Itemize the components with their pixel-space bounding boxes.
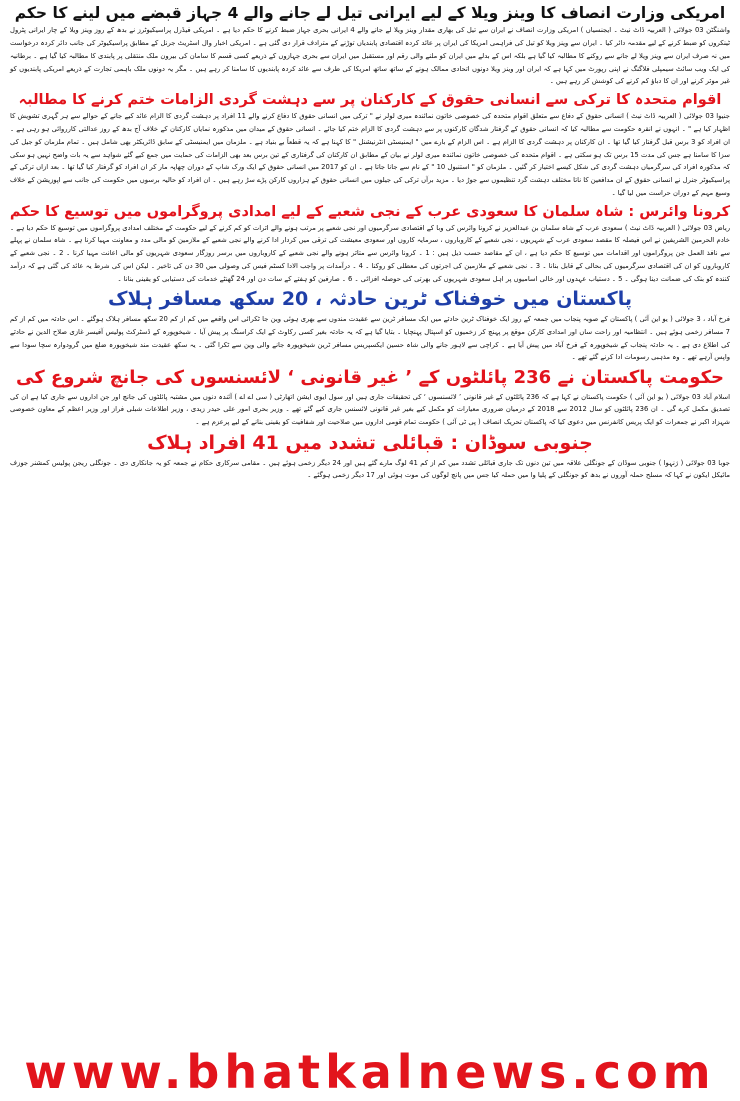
article-body: فرخ آباد ، 3 جولائی ( یو این آئی ) پاکستان کے صوبہ پنجاب میں جمعہ کے روز ایک خوفناک ٹرین حادثے میں ایک مسافر ٹرین سے عقیدت مندوں سے بھری ہوئی وین جا ٹکرائی اس واقعے میں کم از کم 20 سکھ مسافر ہلاک ہوگئے ۔ اس حادثہ میں کم از کم 7 مسافر زخمی ہوئے ہیں ۔ انتظامیہ اور راحت ساں اور امدادی کارکن موقع پر پہنچ کر زخمیوں کو اسپتال پہنچایا ۔ بتایا گیا ہے کہ یہ حادثہ بغیر کسی رکاوٹ کے ایک کراسنگ پر پیش آیا ۔ شیخوپورہ کے ڈسٹرکٹ پولیس آفیسر غازی صلاح الدین نے حادثے کی اطلاع دی ہے ۔ یہ حادثہ پنجاب کے شیخوپورہ کے فرخ آباد میں پیش آیا ہے ۔ کراچی سے لاہور جانے والی شاہ حسین ایکسپریس مسافر ٹرین شیخوپورہ جانے والی وین سے ٹکرا گئی ۔ یہ سکھ عقیدت مند شیخوپورہ ضلع میں گرودوارہ سچا سودا سے واپس آرہے تھے ۔ وہ مذہبی رسومات ادا کرنے گئے تھے ۔ [10,315,730,362]
headline: امریکی وزارت انصاف کا وینز ویلا کے لیے ایرانی تیل لے جانے والے 4 جہاز قبضے میں لینے کا حکم [14,4,726,22]
article-body: واشنگٹن 03 جولائی ( العربیہ ڈاٹ نیٹ ۔ ایجنسیاں ) امریکی وزارت انصاف نے ایران سے تیل کی بھاری مقدار وینز ویلا لے جانے والے 4 ایرانی بحری جہاز ضبط کرنے کا حکم دیا ہے ۔ امریکی فیڈرل پراسیکیوٹرز نے بدھ کے روز وینز ویلا کے چار ایرانی پٹرول ٹینکروں کو ضبط کرنے کے لیے مقدمہ دائر کیا ۔ ایران سے وینز ویلا کو تیل کی فراہمی امریکا کی ایران پر عائد کردہ اقتصادی پابندیاں توڑنے کے مترادف قرار دی گئی ہے ۔ امریکی اخبار وال اسٹریٹ جرنل کے مطابق پراسیکیوٹر کی جانب دائر کردہ درخواست میں نہ صرف ایران سے وینز ویلا لے جانے سے روکنے کا مطالبہ کیا گیا ہے بلکہ اس کے بدلے میں ایران کو ملنے والی رقم اور مستقبل میں ایران سے بحری جہازوں کے ذریعے کسی قسم کا سامان کی بیرون ملک منتقلی پر پابندی کا مطالبہ کیا گیا ہے ۔ برطانیہ کی ایک ویب سائٹ سیمپلی فلاگنگ نے اپنی رپورٹ میں کہا ہے کہ ایران اور وینز ویلا دونوں اتحادی ممالک ہونے کے ساتھ ساتھ امریکا کی طرف سے عائد کردہ پابندیوں کا سامنا کر رہے ہیں ۔ مگر یہ دونوں ملک باہمی تجارت کے ذریعے امریکی پابندیوں کو غیر موثر کرنے اور ان کا دباؤ کم کرنے کی کوشش کر رہے ہیں ۔ [10,26,730,86]
headline: اقوام متحدہ کا ترکی سے انسانی حقوق کے کارکنان پر سے دہشت گردی الزامات ختم کرنے کا مطالبہ [18,92,722,109]
article-body: ریاض 03 جولائی ( العربیہ ڈاٹ نیٹ ) سعودی عرب کے شاہ سلمان بن عبدالعزیز نے کرونا وائرس کی وبا کے اقتصادی سرگرمیوں اور نجی شعبے پر مرتب ہونے والے اثرات کو کم کرنے کے لیے حکومت کے مختلف امدادی پروگراموں میں توسیع کا حکم دیا ہے ۔ خادم الحرمین الشریفین نے اس فیصلہ کا مقصد سعودی عرب کے شہریوں ، نجی شعبے کے کاروباروں ، سرمایہ کاروں اور سعودی معیشت کی ترقی میں کردار ادا کرنے والے نجی شعبے کے ملازمین کو مالی مدد و معاونت مہیا کرنا ہے ۔ شاہ سلمان نے پہلے سے نافذ العمل جن پروگراموں اور اقدامات میں توسیع کا حکم دیا ہے ، ان کے مقاصد حسب ذیل ہیں : 1 ۔ کرونا وائرس سے متاثر ہونے والے نجی شعبے کے کاروباروں میں برسر روزگار سعودی شہریوں کو مالی اعانت مہیا کرنا ۔ 2 ۔ نجی شعبے کے کاروباروں کو ان کی اقتصادی سرگرمیوں کی بحالی کے قابل بنانا ۔ 3 ۔ نجی شعبے کے ملازمین کی اجرتوں کی معطلی کو روکنا ۔ 4 ۔ درآمدات پر واجب الادا کسٹم فیس کی وصولی میں 30 دن کی تاخیر ۔ لیکن اس کی شرط یہ عائد کی گئی ہے کہ درآمد کنندہ کو بنک کی ضمانت دینا ہوگی ۔ 5 ۔ دستیاب عہدوں اور خالی اسامیوں پر اہل سعودی شہریوں کی بھرتی کی حوصلہ افزائی ۔ 6 ۔ صارفین کو ہفتے کے سات دن اور 24 گھنٹے خدمات کی دستیابی کو یقینی بنانا ۔ [10,223,731,283]
article-body: جوبا 03 جولائی ( ژنہوا ) جنوبی سوڈان کے جونگلی علاقہ میں تین دنوں تک جاری قبائلی تشدد میں کم از کم 41 لوگ مارے گئے ہیں اور 24 دیگر زخمی ہوئے ہیں ۔ مقامی سرکاری حکام نے جمعہ کو یہ جانکاری دی ۔ جونگلی ریجن پولیس کمشنر جوزف مائیکل ایکون نے کہا کہ مسلح حملہ آوروں نے بدھ کو جونگلی کے پلیا وا میں حملہ کیا جس میں پانچ لوگوں کی موت ہوئی اور 17 دیگر زخمی ہوگئے ۔ [10,458,730,480]
headline: جنوبی سوڈان : قبائلی تشدد میں 41 افراد ہلاک [147,431,593,454]
site-url-watermark: www.bhatkalnews.com [24,1045,716,1099]
headline: کرونا وائرس : شاہ سلمان کا سعودی عرب کے نجی شعبے کے لیے امدادی پروگراموں میں توسیع کا حکم [9,203,731,220]
article-body: جنیوا 03 جولائی ( العربیہ ڈاٹ نیٹ ) انسانی حقوق کے دفاع سے متعلق اقوام متحدہ کی خصوصی خاتون نمائندہ میری لولر نے " ترکی میں انسانی حقوق کا دفاع کرنے والے 11 افراد پر دہشت گردی کا الزام عائد کیے جانے کے حوالے سے ہر گہری تشویش کا اظہار کیا ہے " ۔ انہوں نے انقرہ حکومت سے مطالبہ کیا کہ انسانی حقوق کے گرفتار شدگان کارکنوں پر سے دہشت گردی کا الزام ختم کیا جائے ۔ انسانی حقوق کے میدان میں مذکورہ نمایاں کارکنان کے خلاف آج بدھ کے روز عدالتی کارروائی ہو رہی ہے ۔ ان افراد کو 3 برس قبل گرفتار کیا گیا تھا ۔ ان کارکنان پر دہشت گردی کا الزام ہے ۔ اس الزام کے بارے میں " ایمنیسٹی انٹرنیشنل " کا کہنا ہے کہ یہ قطعاً بے بنیاد ہے ۔ ملزمان میں ایمنیسٹی کے سابق ڈائریکٹر بھی شامل ہیں ۔ تمام ملزمان کو جیل کی سزا کا سامنا ہے جس کی مدت 15 برس تک ہو سکتی ہے ۔ اقوام متحدہ کی خصوصی خاتون نمائندہ میری لولر نے بیان کے مطابق ان کارکنان کی گرفتاری کے تین برس بعد بھی الزامات کی حمایت میں جمع کیے گئے شواہد سے یہ بات واضح نہیں ہو سکی کہ مذکورہ افراد کی سرگرمیاں دہشت گردی کی شکل کیسے اختیار کر گئیں ۔ ملزمان کو " استنبول 10 " کے نام سے جانا جاتا ہے ۔ ان کو 2017 میں انسانی حقوق کے ایک ورک شاپ کے دوران چھاپہ مار کر ان افراد کو گرفتار کیا گیا تھا ۔ بعد ازاں ترکی کے پراسیکیوٹر جنرل نے انسانی حقوق کے ان مدافعین کا ناتا مختلف دہشت گرد تنظیموں سے جوڑ دیا ۔ مزید برآں ترکی کی جیلوں میں انسانی حقوق کے ہزاروں کارکن پڑے سڑ رہے ہیں ۔ ان افراد کو حالیہ برسوں میں حکومت کی جانب سے اپوزیشن کے خلاف وسیع مہم کے دوران حراست میں لیا گیا ۔ [10,112,731,197]
article-us-iran-tankers [8,4,732,88]
headline: حکومت پاکستان نے 236 پائلٹوں کے ’ غیر قانونی ‘ لائسنسوں کی جانچ شروع کی [15,367,725,389]
headline: پاکستان میں خوفناک ٹرین حادثہ ، 20 سکھ مسافر ہلاک [108,288,632,311]
article-pakistan-train [8,288,732,364]
article-saudi-relief [8,203,732,286]
article-pakistan-pilots [8,367,732,429]
article-south-sudan [8,432,732,482]
article-un-turkey [8,91,732,199]
footer-banner [0,1043,740,1101]
article-body: اسلام آباد 03 جولائی ( یو این آئی ) حکومت پاکستان نے کہا ہے کہ 236 پائلٹوں کے غیر قانونی ’ لائسنسوں ‘ کی تحقیقات جاری ہیں اور سول ایوی ایشن اتھارٹی ( سی اے اے ) آئندہ دنوں میں مشتبہ پائلٹوں کی جانچ اور جن اداروں سے جاری کیا ہے ان کی تصدیق مکمل کرے گی ۔ ان 236 پائلٹوں کو سال 2012 سے 2018 کے درمیان ضروری معیارات کو مکمل کیے بغیر غیر قانونی لائسنس جاری کیے گئے تھے ۔ وزیر بحری امور علی حیدر زیدی ، وزیر اطلاعات شبلی فراز اور وزیر اعظم کے معاون خصوصی شہزاد اکبر نے جمعرات کو ایک پریس کانفرنس میں دعوی کیا کہ پاکستان تحریک انصاف ( پی ٹی آئی ) حکومت تمام قومی اداروں میں صلاحیت اور شفافیت کو یقینی بنانے کے لیے پرعزم ہے ۔ [10,392,731,427]
